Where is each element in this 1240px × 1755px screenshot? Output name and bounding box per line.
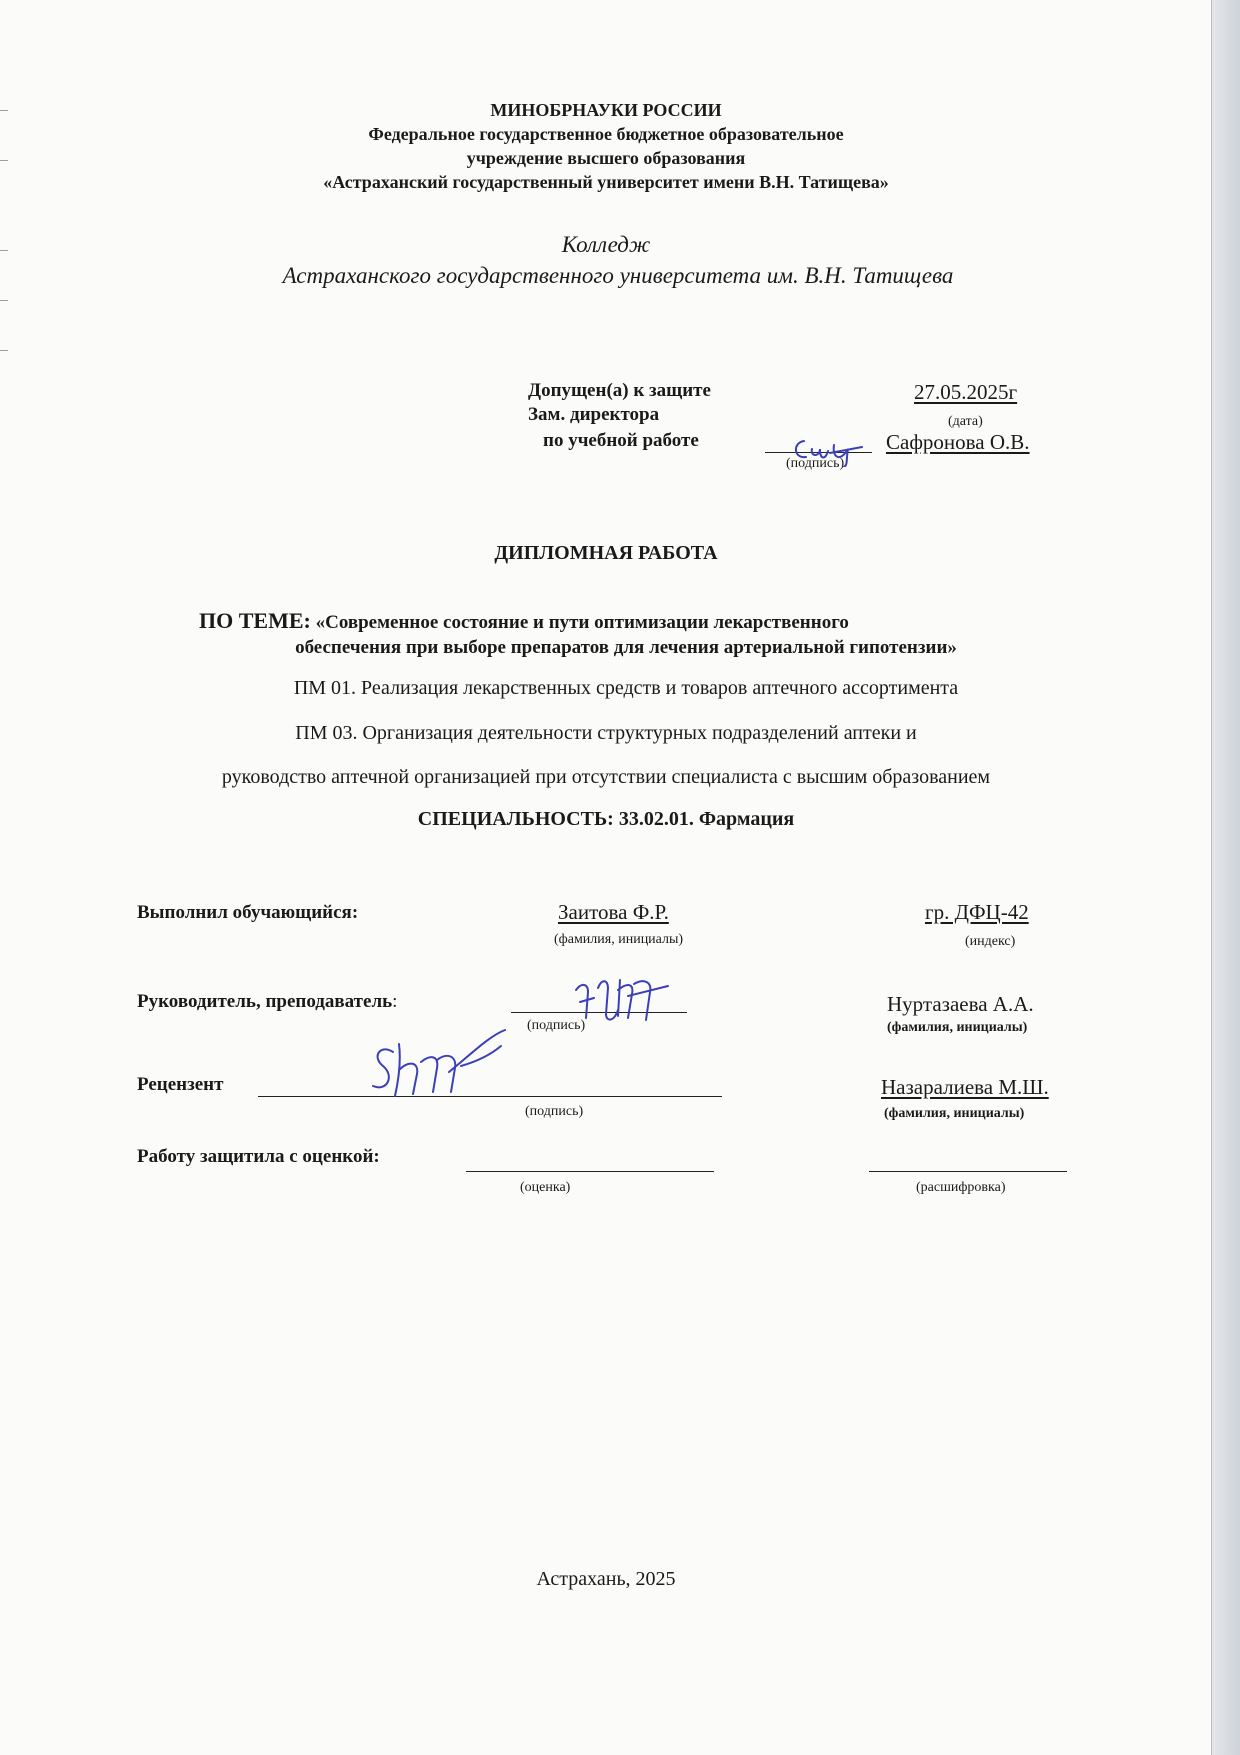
scan-margin-tick [0, 110, 8, 111]
reviewer-name: Назаралиева М.Ш. [881, 1075, 1049, 1099]
scan-margin-tick [0, 160, 8, 161]
reviewer-label: Рецензент [137, 1074, 224, 1095]
grade-decode-caption: (расшифровка) [916, 1180, 1006, 1195]
supervisor-signature-caption: (подпись) [527, 1018, 586, 1033]
module-2: ПМ 03. Организация деятельности структурных подразделений аптеки и [295, 722, 917, 744]
defense-date: 27.05.2025г [914, 380, 1018, 404]
admitted-label: Допущен(а) к защите [528, 380, 711, 401]
institution-type: Федеральное государственное бюджетное образовательное [368, 124, 844, 144]
topic-line-2: обеспечения при выборе препаратов для лечения артериальной гипотензии» [295, 637, 957, 658]
specialty: СПЕЦИАЛЬНОСТЬ: 33.02.01. Фармация [417, 808, 795, 830]
student-name: Заитова Ф.Р. [558, 900, 669, 924]
student-label: Выполнил обучающийся: [137, 902, 359, 923]
date-caption: (дата) [948, 414, 983, 429]
university-name: «Астраханский государственный университет имени В.Н. Татищева» [323, 172, 889, 192]
work-type: ДИПЛОМНАЯ РАБОТА [494, 542, 718, 564]
scan-margin-tick [0, 350, 8, 351]
ministry-name: МИНОБРНАУКИ РОССИИ [490, 100, 722, 120]
grade-line [466, 1171, 714, 1172]
student-group-caption: (индекс) [965, 934, 1016, 949]
grade-caption: (оценка) [520, 1180, 571, 1195]
signature-nurtazaeva [568, 968, 678, 1028]
supervisor-name: Нуртазаева А.А. [887, 992, 1034, 1016]
scan-page-edge [1211, 0, 1240, 1755]
signature-safronova [790, 433, 870, 467]
college-university: Астраханского государственного университета им. В.Н. Татищева [282, 263, 954, 288]
student-group: гр. ДФЦ-42 [925, 900, 1029, 924]
topic-line-1: ПО ТЕМЕ: «Современное состояние и пути оптимизации лекарственного [199, 608, 849, 633]
institution-level: учреждение высшего образования [466, 148, 746, 168]
approver-name: Сафронова О.В. [886, 430, 1030, 454]
reviewer-name-caption: (фамилия, инициалы) [884, 1106, 1025, 1121]
reviewer-signature-caption: (подпись) [525, 1104, 584, 1119]
module-1: ПМ 01. Реализация лекарственных средств и товаров аптечного ассортимента [293, 677, 959, 699]
scan-margin-tick [0, 300, 8, 301]
city-year: Астрахань, 2025 [536, 1568, 676, 1590]
signature-reviewer [365, 1026, 515, 1106]
supervisor-label: Руководитель, преподаватель: [137, 991, 398, 1012]
grade-label: Работу защитила с оценкой: [137, 1146, 380, 1167]
grade-decode-line [869, 1171, 1067, 1172]
deputy-label: Зам. директора [528, 404, 660, 425]
supervisor-name-caption: (фамилия, инициалы) [887, 1020, 1028, 1035]
student-name-caption: (фамилия, инициалы) [554, 932, 684, 947]
scan-margin-tick [0, 250, 8, 251]
approval-signature-caption: (подпись) [786, 456, 845, 471]
module-3: руководство аптечной организацией при отсутствии специалиста с высшим образованием [221, 766, 991, 788]
academic-work-label: по учебной работе [543, 430, 699, 451]
college-label: Колледж [561, 232, 651, 257]
